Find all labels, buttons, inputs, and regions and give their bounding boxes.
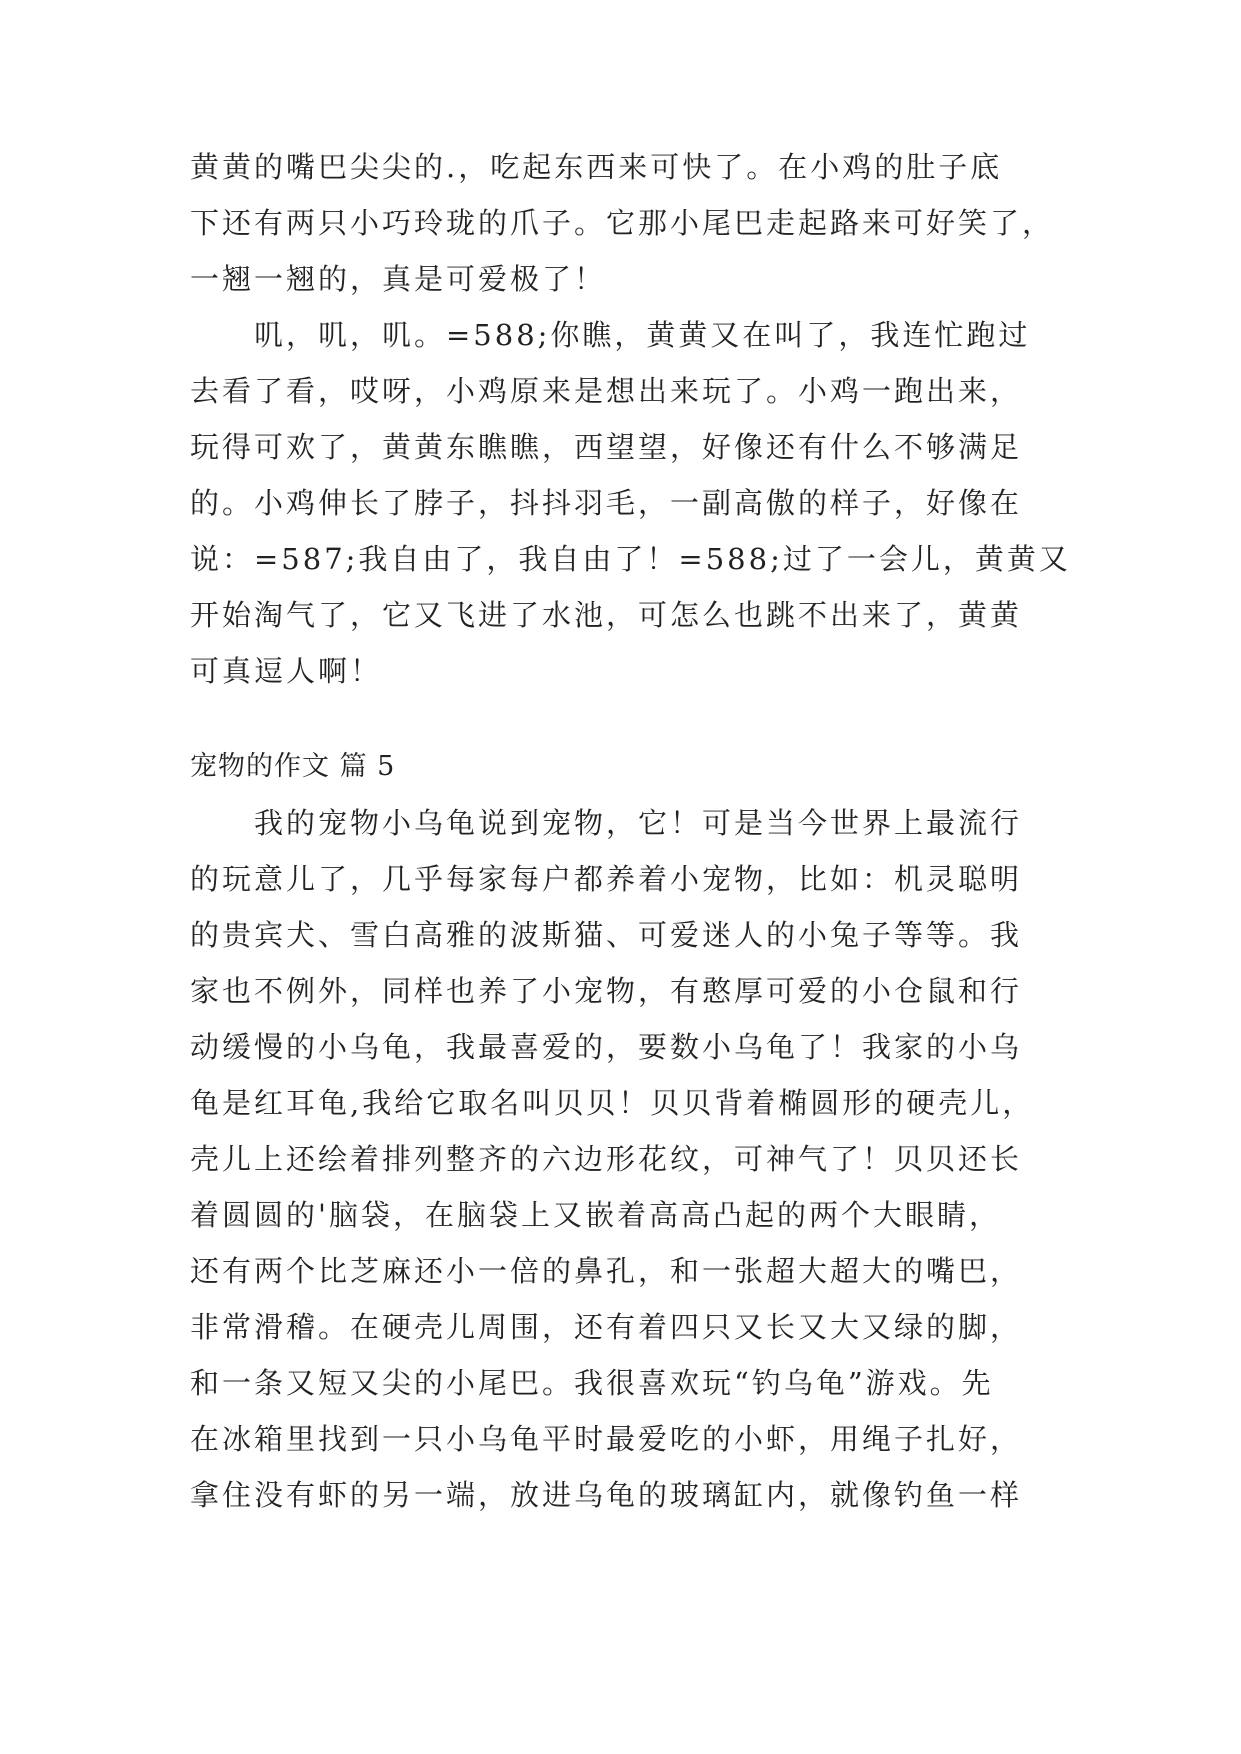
paragraph-line: 还有两个比芝麻还小一倍的鼻孔，和一张超大超大的嘴巴， bbox=[190, 1254, 1023, 1288]
paragraph-line: 一翘一翘的，真是可爱极了！ bbox=[190, 262, 607, 296]
paragraph-line: 的玩意儿了，几乎每家每户都养着小宠物，比如：机灵聪明 bbox=[190, 862, 1023, 896]
paragraph-line: 的贵宾犬、雪白高雅的波斯猫、可爱迷人的小兔子等等。我 bbox=[190, 918, 1023, 952]
paragraph-line: 下还有两只小巧玲珑的爪子。它那小尾巴走起路来可好笑了， bbox=[190, 206, 1055, 240]
paragraph-line: 动缓慢的小乌龟，我最喜爱的，要数小乌龟了！我家的小乌 bbox=[190, 1030, 1023, 1064]
paragraph-line: 说：=587;我自由了，我自由了！=588;过了一会儿，黄黄又 bbox=[190, 542, 1071, 576]
paragraph-line: 我的宠物小乌龟说到宠物，它！可是当今世界上最流行 bbox=[254, 806, 1023, 840]
paragraph-line: 玩得可欢了，黄黄东瞧瞧，西望望，好像还有什么不够满足 bbox=[190, 430, 1023, 464]
paragraph-line: 和一条又短又尖的小尾巴。我很喜欢玩“钓乌龟”游戏。先 bbox=[190, 1366, 994, 1400]
paragraph-line: 着圆圆的'脑袋，在脑袋上又嵌着高高凸起的两个大眼睛， bbox=[190, 1198, 1001, 1232]
section-heading: 宠物的作文 篇 5 bbox=[190, 751, 396, 782]
paragraph-line: 壳儿上还绘着排列整齐的六边形花纹，可神气了！贝贝还长 bbox=[190, 1142, 1023, 1176]
paragraph-line: 去看了看，哎呀，小鸡原来是想出来玩了。小鸡一跑出来， bbox=[190, 374, 1023, 408]
paragraph-line: 拿住没有虾的另一端，放进乌龟的玻璃缸内，就像钓鱼一样 bbox=[190, 1478, 1023, 1512]
paragraph-line: 非常滑稽。在硬壳儿周围，还有着四只又长又大又绿的脚， bbox=[190, 1310, 1023, 1344]
paragraph-line: 叽，叽，叽。=588;你瞧，黄黄又在叫了，我连忙跑过 bbox=[254, 318, 1031, 352]
paragraph-line: 可真逗人啊！ bbox=[190, 654, 383, 688]
paragraph-line: 家也不例外，同样也养了小宠物，有憨厚可爱的小仓鼠和行 bbox=[190, 974, 1023, 1008]
paragraph-line: 开始淘气了，它又飞进了水池，可怎么也跳不出来了，黄黄 bbox=[190, 598, 1023, 632]
paragraph-line: 黄黄的嘴巴尖尖的.，吃起东西来可快了。在小鸡的肚子底 bbox=[190, 150, 1003, 184]
paragraph-line: 龟是红耳龟,我给它取名叫贝贝！贝贝背着椭圆形的硬壳儿， bbox=[190, 1086, 1035, 1120]
paragraph-line: 的。小鸡伸长了脖子，抖抖羽毛，一副高傲的样子，好像在 bbox=[190, 486, 1023, 520]
paragraph-line: 在冰箱里找到一只小乌龟平时最爱吃的小虾，用绳子扎好， bbox=[190, 1422, 1023, 1456]
